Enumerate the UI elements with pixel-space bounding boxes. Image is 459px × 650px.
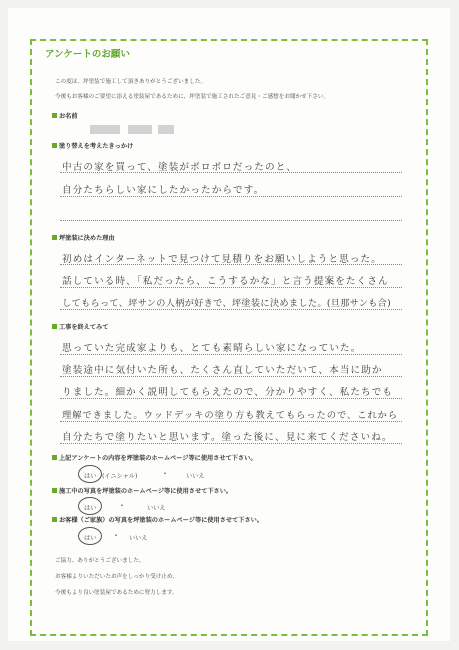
section-marker-icon xyxy=(52,517,57,522)
finished-answer-line-5: 自分たちで塗りたいと思います。塗った後に、見に来てくださいね。 xyxy=(62,432,393,443)
section-marker-icon xyxy=(52,143,57,148)
consent-work-photos-yes[interactable]: はい xyxy=(84,505,97,512)
consent-testimonial-initial-note: (イニシャル) xyxy=(102,473,138,480)
selected-circle-mark xyxy=(78,465,102,483)
consent-testimonial-heading: 上記アンケートの内容を坪塗装のホームページ等に使用させて下さい。 xyxy=(52,453,257,462)
answer-rule xyxy=(60,376,402,377)
footer-line-1: ご協力、ありがとうございました。 xyxy=(55,558,145,564)
consent-testimonial-no[interactable]: いいえ xyxy=(186,473,205,480)
section-marker-icon xyxy=(52,455,57,460)
option-separator: ・ xyxy=(112,531,120,540)
survey-title: アンケートのお願い xyxy=(45,49,130,60)
footer-line-3: 今後もより良い塗装屋であるために努力します。 xyxy=(55,590,178,596)
intro-line-2: 今後もお客様のご要望に添える塗装屋であるために、坪塗装で施工されたご意見・ご感想をお聞かせ下さい。 xyxy=(55,94,330,100)
reason-heading: 坪塗装に決めた理由 xyxy=(52,233,115,242)
answer-rule xyxy=(60,398,402,399)
redacted-name-block xyxy=(158,125,174,134)
reason-answer-line-2: 話している時、「私だったら、こうするかな」と言う提案をたくさん xyxy=(62,276,389,287)
intro-line-1: この度は、坪塗装で施工して頂きありがとうございました。 xyxy=(55,79,207,85)
section-marker-icon xyxy=(52,235,57,240)
consent-testimonial-yes[interactable]: はい xyxy=(84,473,97,480)
footer-line-2: お客様よりいただいたお声をしっかり受け止め、 xyxy=(55,574,178,580)
section-marker-icon xyxy=(52,113,57,118)
answer-rule xyxy=(60,264,402,265)
section-marker-icon xyxy=(52,324,57,329)
reason-answer-line-1: 初めはインターネットで見つけて見積りをお願いしようと思った。 xyxy=(62,254,382,265)
answer-rule xyxy=(60,220,402,221)
consent-work-photos-heading: 施工中の写真を坪塗装のホームページ等に使用させて下さい。 xyxy=(52,486,232,495)
finished-answer-line-2: 塗装途中に気付いた所も、たくさん直していただいて、本当に助か xyxy=(62,365,383,376)
finished-answer-line-1: 思っていた完成家よりも、とても素晴らしい家になっていた。 xyxy=(62,343,362,354)
option-separator: ・ xyxy=(161,469,169,478)
finished-answer-line-4: 理解できました。ウッドデッキの塗り方も教えてもらったので、これから xyxy=(62,410,398,421)
answer-rule xyxy=(60,172,402,173)
consent-family-photos-yes[interactable]: はい xyxy=(84,535,97,542)
trigger-answer-line-1: 中古の家を買って、塗装がボロボロだったのと、 xyxy=(62,162,298,173)
trigger-answer-line-2: 自分たちらしい家にしたかったからです。 xyxy=(62,185,265,196)
consent-work-photos-no[interactable]: いいえ xyxy=(147,505,166,512)
consent-family-photos-heading: お客様（ご家族）の写真を坪塗装のホームページ等に使用させて下さい。 xyxy=(52,515,263,524)
selected-circle-mark xyxy=(78,497,102,515)
answer-rule xyxy=(60,287,402,288)
redacted-name-block xyxy=(128,125,152,134)
option-separator: ・ xyxy=(118,501,126,510)
trigger-heading: 塗り替えを考えたきっかけ xyxy=(52,141,133,150)
redacted-name-block xyxy=(90,125,120,134)
selected-circle-mark xyxy=(78,527,102,545)
answer-rule xyxy=(60,354,402,355)
answer-rule xyxy=(60,309,402,310)
consent-family-photos-no[interactable]: いいえ xyxy=(129,535,148,542)
finished-answer-line-3: りました。細かく説明してもらえたので、分かりやすく、私たちでも xyxy=(62,387,394,398)
reason-answer-line-3: してもらって、坪サンの人柄が好きで、坪塗装に決めました。(旦那サンも合) xyxy=(62,298,392,309)
finished-heading: 工事を終えてみて xyxy=(52,322,109,331)
answer-rule xyxy=(60,443,402,444)
answer-rule xyxy=(60,421,402,422)
name-heading: お名前 xyxy=(52,111,78,120)
section-marker-icon xyxy=(52,488,57,493)
answer-rule xyxy=(60,196,402,197)
